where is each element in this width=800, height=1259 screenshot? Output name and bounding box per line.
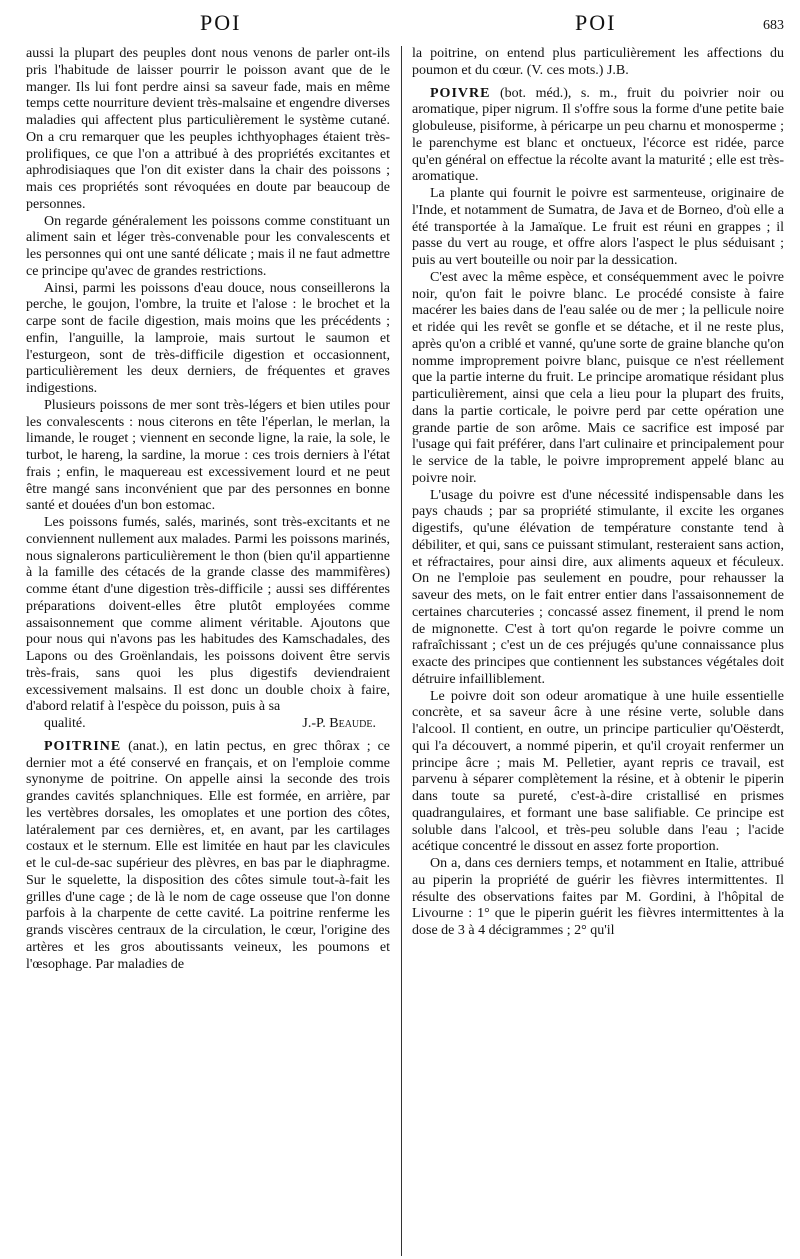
entry-headword: POIVRE [430, 85, 491, 101]
paragraph: On a, dans ces derniers temps, et notamment en Italie, attribué au piperin la propriété de guérir les fièvres intermittentes. Il résulte des observations faites par M. Gordini, à l'hôpital de Livourne : 1° que le piperin guérit les fièvres intermittentes à la dose de 3 à 4 décigrammes ; 2° qu'il [412, 856, 784, 938]
signature-lead: qualité. [44, 716, 86, 731]
paragraph: La plante qui fournit le poivre est sarmenteuse, originaire de l'Inde, et notamment de Sumatra, de Java et de Borneo, d'où elle a été transportée à la Jamaïque. Le fruit est réuni en grappes ; il passe du vert au rouge, et offre alors l'aspect le plus séduisant ; puis au vert bouteille ou noir par la dessication. [412, 186, 784, 268]
signature-author: J.-P. Beaude. [302, 716, 376, 731]
signature-line [26, 716, 390, 733]
entry-text: (bot. méd.), s. m., fruit du poivrier noir ou aromatique, piper nigrum. Il s'offre sous la forme d'une petite baie globuleuse, pisiforme, à péricarpe un peu charnu et monosperme ; le parenchyme est blanc et onctueux, l'écorce est ridée, parce qu'en général on effectue la récolte avant la maturité ; elle est très-aromatique. [412, 85, 784, 185]
right-column [412, 46, 784, 1256]
paragraph: Plusieurs poissons de mer sont très-légers et bien utiles pour les convalescents : nous citerons en tête l'éperlan, le merlan, la limande, le rouget ; viennent en seconde ligne, la raie, la sole, le turbot, le hareng, la sardine, la morue : ces trois derniers à l'état frais ; enfin, le maquereau est excessivement lourd et ne peut être mangé sans inconvénient que par des personnes en bonne santé et douées d'un bon estomac. [26, 397, 390, 514]
running-head-right: POI [575, 10, 617, 35]
dictionary-entry [412, 86, 784, 187]
entry-text: (anat.), en latin pectus, en grec thôrax ; ce dernier mot a été conservé en français, et on l'emploie comme synonyme de poitrine. On appelle ainsi la seconde des trois grandes cavités splanchniques. Elle est formée, en arrière, par les vertèbres dorsales, les omoplates et une portion des côtes, latéralement par ces dernières, et, en avant, par les cartilages costaux et le sternum. Elle est limitée en haut par les clavicules et le cul-de-sac supérieur des plèvres, en bas par le diaphragme. Sur le squelette, la disposition des côtes simule tout-à-fait les grilles d'une cage ; de là le nom de cage osseuse que l'on donne parfois à la charpente de cette cavité. La poitrine renferme les grands viscères centraux de la circulation, le cœur, l'origine des artères et les gros aboutissants veineux, les poumons et l'œsophage. Par maladies de [26, 738, 390, 972]
page-number: 683 [763, 18, 784, 33]
left-column [26, 46, 390, 1256]
paragraph: Les poissons fumés, salés, marinés, sont très-excitants et ne conviennent nullement aux malades. Parmi les poissons marinés, nous signalerons particulièrement le thon (bien qu'il appartienne à la famille des cétacés de la grande classe des mammifères) comme étant d'une digestion très-difficile ; aussi ses différentes préparations doivent-elles être plutôt employées comme assaisonnement que comme aliment véritable. Ajoutons que pour nous qui n'avons pas les habitudes des Kamschadales, des Lapons ou des Groënlandais, les poissons doivent être servis très-frais, sans quoi les plus digestifs deviendraient excessivement malsains. Il est donc un double choix à faire, d'abord relatif à l'espèce du poisson, puis à sa [26, 515, 390, 715]
paragraph: la poitrine, on entend plus particulièrement les affections du poumon et du cœur. (V. ces mots.) J.B. [412, 46, 784, 78]
paragraph: aussi la plupart des peuples dont nous venons de parler ont-ils pris l'habitude de laisser pourrir le poisson avant que de le manger. Ils lui font perdre ainsi sa saveur fade, mais en même temps cette nourriture devient très-malsaine et engendre diverses maladies qui affectent plus particulièrement le système cutané. On a cru remarquer que les peuples ichthyophages étaient très-prolifiques, ce que l'on a attribué à des propriétés excitantes et aphrodisiaques que l'on dit exister dans la chair des poissons ; mais ces propriétés sont révoquées en doute par beaucoup de personnes. [26, 46, 390, 212]
paragraph: C'est avec la même espèce, et conséquemment avec le poivre noir, qu'on fait le poivre blanc. Le procédé consiste à faire macérer les baies dans de l'eau salée ou de mer ; la pellicule noire et ridée qui les revêt se gonfle et se détache, et il ne reste plus, après qu'on a criblé et vanné, qu'une sorte de graine blanche qu'on nomme improprement poivre blanc, puisque ce n'est réellement que la partie interne du fruit. Le principe aromatique résidant plus particulièrement, ainsi que cela a lieu pour la plupart des fruits, dans la partie corticale, le poivre perd par cette opération une grande partie de son arôme. Mais ce sacrifice est imposé par l'usage qui fait préférer, dans l'art culinaire et principalement pour le service de la table, le poivre improprement appelé blanc au poivre noir. [412, 269, 784, 486]
running-head-left: POI [200, 10, 242, 35]
paragraph: On regarde généralement les poissons comme constituant un aliment sain et léger très-convenable pour les convalescents et les personnes qui ont une santé délicate ; mais il ne faut admettre ce principe qu'avec de grandes restrictions. [26, 213, 390, 279]
column-divider [401, 46, 402, 1256]
dictionary-entry [26, 739, 390, 974]
paragraph: Le poivre doit son odeur aromatique à une huile essentielle concrète, et sa saveur âcre à une résine verte, soluble dans l'alcool. Il contient, en outre, un principe particulier qu'Oësterdt, qui l'a découvert, a nommé piperin, et qu'il croyait renfermer un principe âcre ; mais M. Pelletier, ayant repris ce travail, est parvenu à séparer complètement la résine, et à obtenir le piperin dans toute sa pureté, c'est-à-dire cristallisé en prismes quadrangulaires, et formant une base salifiable. Ce principe est soluble dans l'alcool, et très-peu soluble dans l'eau ; l'acide acétique concentré le dissout en assez forte proportion. [412, 688, 784, 855]
paragraph: L'usage du poivre est d'une nécessité indispensable dans les pays chauds ; par sa propriété stimulante, il excite les organes digestifs, qu'une élévation de température constante tend à débiliter, et qui, sans ce puissant stimulant, resteraient sans action, et réfractaires, pour ainsi dire, aux aliments aqueux et féculeux. On ne l'emploie pas seulement en poudre, pour rehausser la saveur des mets, on le fait entrer entier dans l'assaisonnement de certaines charcuteries ; concassé assez finement, il prend le nom de mignonette. C'est à tort qu'on regarde le poivre comme un rafraîchissant ; c'est un de ces préjugés qu'une connaissance plus exacte des principes que contiennent les substances végétales doit détruire infailliblement. [412, 487, 784, 687]
paragraph: Ainsi, parmi les poissons d'eau douce, nous conseillerons la perche, le goujon, l'ombre, la truite et l'alose : le brochet et la carpe sont de facile digestion, mais moins que les précédents ; enfin, l'anguille, la lamproie, mais surtout le saumon et l'esturgeon, sont de très-difficile digestion et occasionnent, particulièrement les deux derniers, de fréquentes et graves indigestions. [26, 280, 390, 396]
entry-headword: POITRINE [44, 738, 122, 754]
